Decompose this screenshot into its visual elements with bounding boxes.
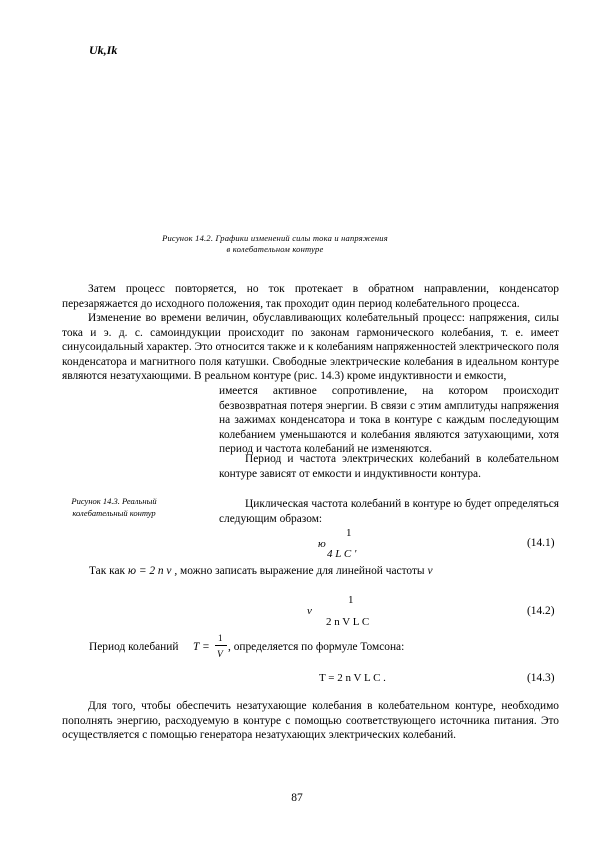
eq-14-1-denominator: 4 L C ' [327, 548, 357, 560]
text-suffix: можно записать выражение для линейной частоты [180, 565, 425, 577]
caption-line: в колебательном контуре [226, 244, 324, 254]
period-text-suffix: , определяется по формуле Томсона: [228, 641, 405, 653]
graph-axis-label: Uk,Ik [89, 43, 118, 57]
paragraph-4: Циклическая частота колебаний в контуре ю будет определяться следующим образом: [219, 498, 559, 525]
paragraph-1: Затем процесс повторяется, но ток протекает в обратном направлении, конденсатор перезаряжается до исходного положения, так проходит один период колебательного процесса. [62, 283, 559, 310]
figure-14-3-caption [58, 495, 170, 519]
period-fraction-denominator: V [217, 650, 223, 660]
period-lhs: T = [193, 641, 210, 653]
final-paragraph: Для того, чтобы обеспечить незатухающие колебания в колебательном контуре, необходимо пополнять энергию, расходуемую в контуре с помощью соответствующего источника питания. Это осуществляется с помощью генератора незатухающих электрических колебаний. [62, 700, 559, 742]
paragraph-2: Изменение во времени величин, обуславливающих колебательный процесс: напряжения, силы тока и э. д. с. самоиндукции происходит по законам гармонического колебания, т. е. имеет синусоидальный характер. Это относится также и к колебаниям напряженностей электрического поля конденсатора и магнитного поля катушки. Свободные электрические колебания в идеальном контуре являются незатухающими. В реальном контуре (рис. 14.3) кроме индуктивности и емкости, [62, 312, 559, 383]
caption-line: колебательный контур [72, 508, 156, 518]
eq-14-3-expression: T = 2 n V L C . [319, 672, 386, 684]
caption-line: Рисунок 14.3. Реальный [71, 496, 157, 506]
paragraph-3: Период и частота электрических колебаний в колебательном контуре зависят от емкости и индуктивности контура. [219, 453, 559, 480]
variable-v: v [427, 565, 433, 577]
period-fraction-bar [215, 645, 227, 646]
eq-14-1-lhs: ю [318, 538, 326, 550]
page-number: 87 [291, 792, 303, 804]
caption-line: Рисунок 14.2. Графики изменений силы тока и напряжения [162, 233, 388, 243]
omega-expression: ю = 2 п v , [127, 565, 178, 577]
eq-14-2-lhs: v [307, 605, 312, 617]
figure-14-2-caption [130, 233, 420, 255]
paragraph-2-continued: имеется активное сопротивление, на котором происходит безвозвратная потеря энергии. В связи с этим амплитуды напряжения на зажимах конденсатора и тока в контуре с каждым последующим колебанием уменьшаются и колебания являются затухающими, хотя период и частота колебаний не изменяются. [219, 385, 559, 456]
eq-14-1-numerator: 1 [346, 527, 352, 539]
eq-14-2-denominator: 2 n V L C [326, 616, 370, 628]
period-fraction-numerator: 1 [218, 633, 223, 643]
eq-14-1-number: (14.1) [527, 537, 555, 549]
period-text-prefix: Период колебаний [89, 641, 179, 653]
eq-14-2-number: (14.2) [527, 605, 555, 617]
eq-14-3-number: (14.3) [527, 672, 555, 684]
eq-14-2-numerator: 1 [348, 594, 354, 606]
text-before-eq-14-2 [89, 565, 433, 577]
text-prefix: Так как [89, 565, 126, 577]
